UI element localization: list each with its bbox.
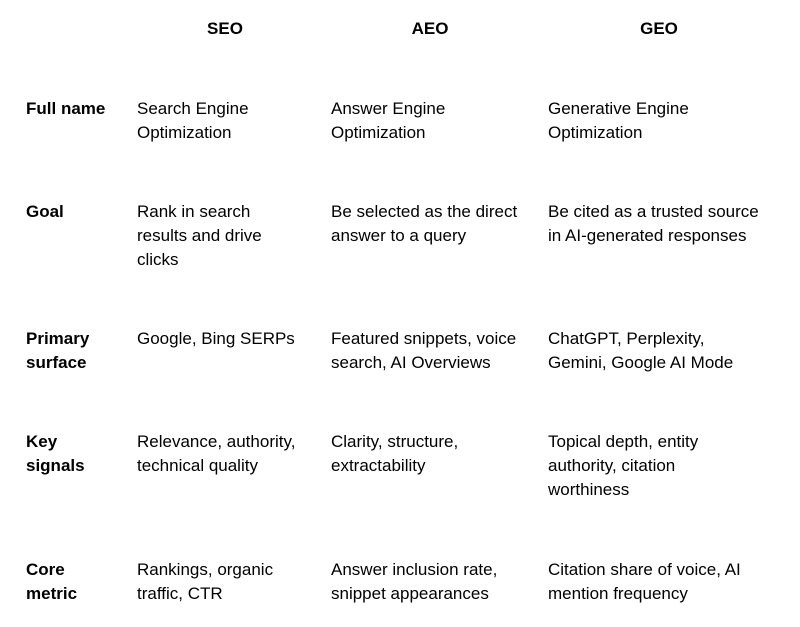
cell-full-name-seo: Search Engine Optimization xyxy=(137,99,249,142)
cell-core-metric-geo: Citation share of voice, AI mention frequency xyxy=(548,560,741,603)
cell-core-metric-aeo: Answer inclusion rate, snippet appearances xyxy=(331,560,498,603)
cell-full-name-geo: Generative Engine Optimization xyxy=(548,99,689,142)
row-label-core-metric: Core metric xyxy=(26,560,78,603)
cell-primary-surface-seo: Google, Bing SERPs xyxy=(137,329,295,348)
row-label-key-signals: Key signals xyxy=(26,432,85,475)
column-header-geo: GEO xyxy=(640,19,678,38)
cell-goal-geo: Be cited as a trusted source in AI-generated responses xyxy=(548,202,759,245)
row-label-primary-surface: Primary surface xyxy=(26,329,90,372)
column-header-aeo: AEO xyxy=(411,19,449,38)
cell-key-signals-seo: Relevance, authority, technical quality xyxy=(137,432,296,475)
cell-primary-surface-geo: ChatGPT, Perplexity, Gemini, Google AI Mode xyxy=(548,329,734,372)
row-label-goal: Goal xyxy=(26,202,64,221)
cell-full-name-aeo: Answer Engine Optimization xyxy=(331,99,446,142)
row-label-full-name: Full name xyxy=(26,99,106,118)
column-header-seo: SEO xyxy=(207,19,243,38)
cell-key-signals-geo: Topical depth, entity authority, citation worthiness xyxy=(548,432,699,499)
cell-primary-surface-aeo: Featured snippets, voice search, AI Overviews xyxy=(331,329,517,372)
cell-goal-aeo: Be selected as the direct answer to a query xyxy=(331,202,518,245)
cell-goal-seo: Rank in search results and drive clicks xyxy=(137,202,262,269)
cell-key-signals-aeo: Clarity, structure, extractability xyxy=(331,432,459,475)
cell-core-metric-seo: Rankings, organic traffic, CTR xyxy=(137,560,274,603)
